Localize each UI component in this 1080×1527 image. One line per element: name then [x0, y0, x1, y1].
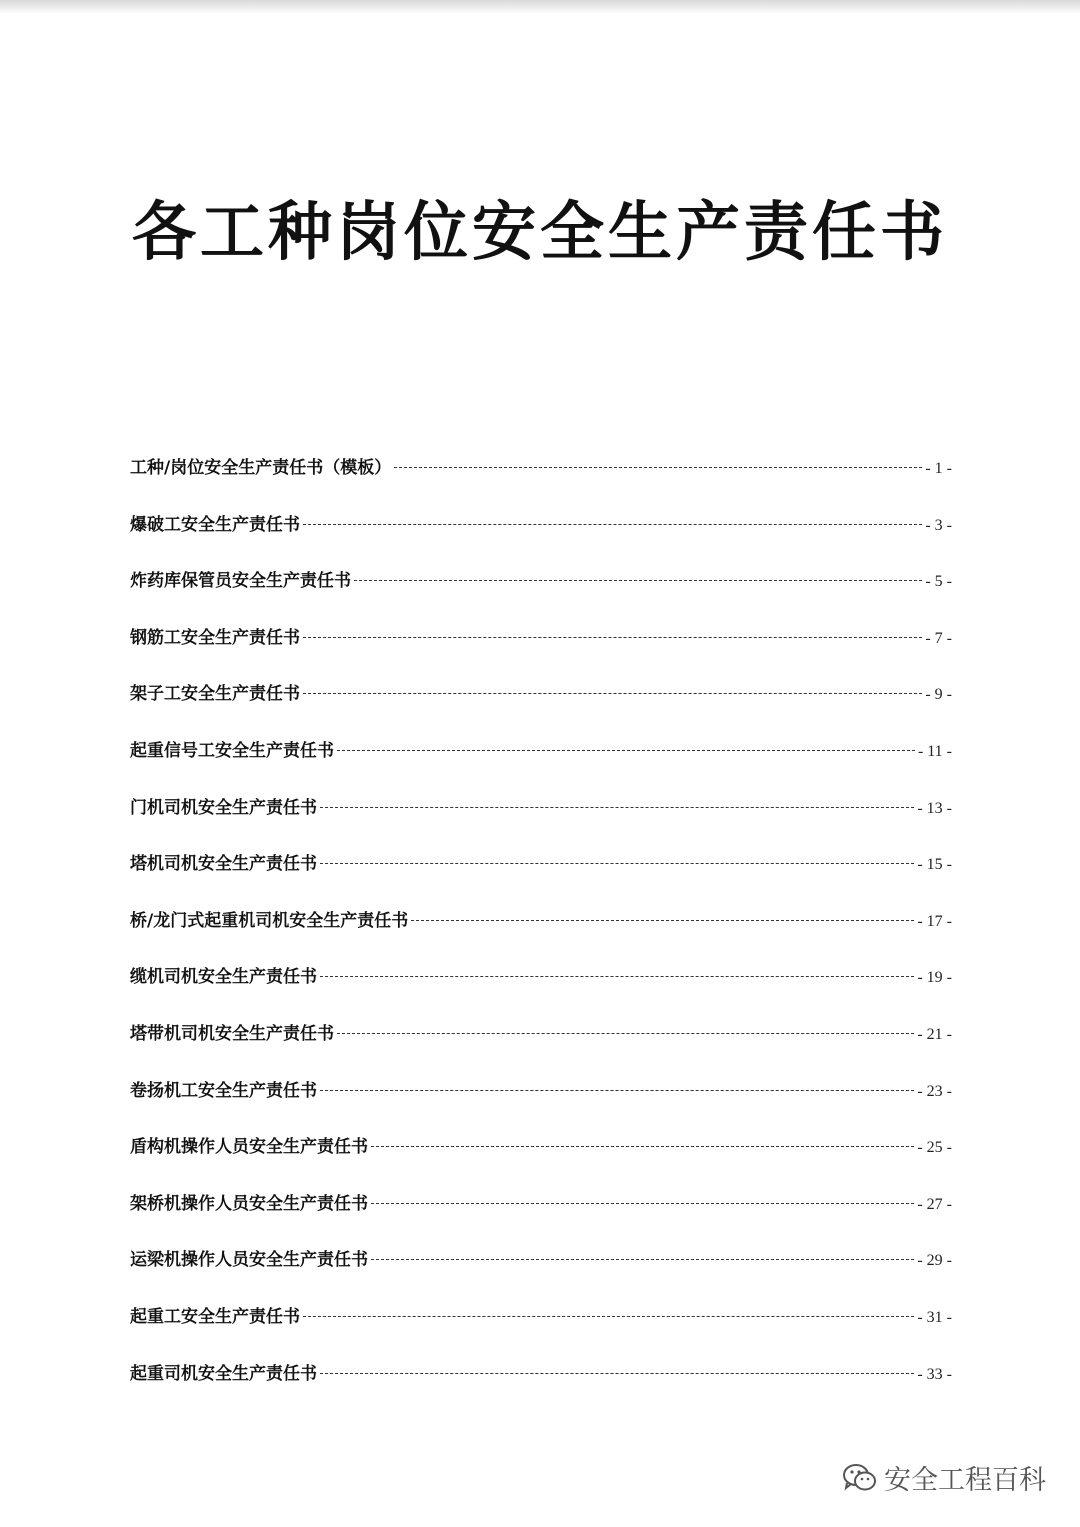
toc-entry-label: 工种/岗位安全生产责任书（模板）: [130, 458, 392, 478]
document-title: 各工种岗位安全生产责任书: [132, 196, 948, 270]
toc-entry-page: - 11 -: [917, 742, 952, 760]
toc-entry[interactable]: [130, 679, 952, 736]
toc-entry-label: 架子工安全生产责任书: [130, 684, 300, 705]
toc-dot-leader: [320, 976, 914, 977]
toc-entry-page: - 23 -: [917, 1082, 952, 1100]
toc-dot-leader: [320, 807, 914, 808]
toc-dot-leader: [394, 467, 922, 468]
toc-entry-label: 塔机司机安全生产责任书: [130, 854, 317, 875]
toc-dot-leader: [303, 637, 922, 638]
toc-entry-label: 卷扬机工安全生产责任书: [130, 1080, 317, 1101]
toc-entry-label: 塔带机司机安全生产责任书: [130, 1023, 334, 1044]
toc-dot-leader: [303, 524, 922, 525]
toc-entry[interactable]: [130, 453, 952, 510]
toc-entry-page: - 25 -: [917, 1139, 952, 1157]
toc-dot-leader: [337, 1033, 914, 1034]
toc-entry-page: - 19 -: [917, 969, 952, 987]
toc-entry-label: 起重信号工安全生产责任书: [130, 740, 334, 761]
toc-entry[interactable]: [130, 623, 952, 680]
toc-entry-page: - 29 -: [917, 1252, 952, 1270]
toc-entry-page: - 31 -: [917, 1308, 952, 1326]
toc-entry[interactable]: [130, 566, 952, 623]
toc-entry[interactable]: [130, 849, 952, 906]
toc-entry[interactable]: [130, 793, 952, 850]
toc-entry-page: - 21 -: [917, 1025, 952, 1043]
toc-dot-leader: [303, 1316, 914, 1317]
toc-dot-leader: [337, 750, 915, 751]
table-of-contents: [130, 453, 952, 1415]
toc-entry-label: 运梁机操作人员安全生产责任书: [130, 1250, 368, 1271]
toc-entry-page: - 5 -: [925, 573, 952, 591]
toc-entry-label: 爆破工安全生产责任书: [130, 514, 300, 535]
toc-dot-leader: [320, 1090, 914, 1091]
toc-entry[interactable]: [130, 736, 952, 793]
toc-entry[interactable]: [130, 1302, 952, 1359]
toc-entry-page: - 1 -: [925, 460, 952, 477]
toc-entry[interactable]: [130, 906, 952, 963]
toc-dot-leader: [354, 580, 922, 581]
toc-entry[interactable]: [130, 1189, 952, 1246]
toc-entry-page: - 15 -: [917, 856, 952, 874]
toc-entry-page: - 7 -: [925, 629, 952, 647]
toc-entry-label: 门机司机安全生产责任书: [130, 797, 317, 818]
toc-entry-label: 盾构机操作人员安全生产责任书: [130, 1137, 368, 1158]
page-top-shadow: [0, 0, 1080, 14]
toc-dot-leader: [371, 1203, 914, 1204]
toc-entry[interactable]: [130, 1019, 952, 1076]
toc-entry-page: - 27 -: [917, 1195, 952, 1213]
toc-entry[interactable]: [130, 1076, 952, 1133]
toc-entry-page: - 13 -: [917, 799, 952, 817]
wechat-icon: [842, 1463, 878, 1493]
toc-dot-leader: [320, 1373, 914, 1374]
toc-entry-label: 架桥机操作人员安全生产责任书: [130, 1193, 368, 1214]
toc-entry-page: - 9 -: [925, 686, 952, 704]
toc-entry[interactable]: [130, 1359, 952, 1416]
toc-entry[interactable]: [130, 1132, 952, 1189]
toc-entry-page: - 33 -: [917, 1365, 952, 1383]
watermark: [842, 1458, 1046, 1497]
toc-entry-label: 桥/龙门式起重机司机安全生产责任书: [130, 910, 409, 931]
toc-dot-leader: [320, 863, 914, 864]
toc-entry[interactable]: [130, 510, 952, 567]
toc-entry-label: 起重司机安全生产责任书: [130, 1363, 317, 1384]
toc-entry-page: - 17 -: [917, 912, 952, 930]
toc-entry-label: 起重工安全生产责任书: [130, 1306, 300, 1327]
toc-dot-leader: [411, 920, 914, 921]
toc-dot-leader: [371, 1146, 914, 1147]
toc-dot-leader: [303, 693, 922, 694]
toc-dot-leader: [371, 1259, 914, 1260]
toc-entry-label: 钢筋工安全生产责任书: [130, 627, 300, 648]
toc-entry-label: 缆机司机安全生产责任书: [130, 967, 317, 988]
toc-entry[interactable]: [130, 1245, 952, 1302]
toc-entry-label: 炸药库保管员安全生产责任书: [130, 571, 351, 592]
toc-entry-page: - 3 -: [925, 516, 952, 534]
watermark-text: 安全工程百科: [884, 1465, 1046, 1496]
toc-entry[interactable]: [130, 962, 952, 1019]
